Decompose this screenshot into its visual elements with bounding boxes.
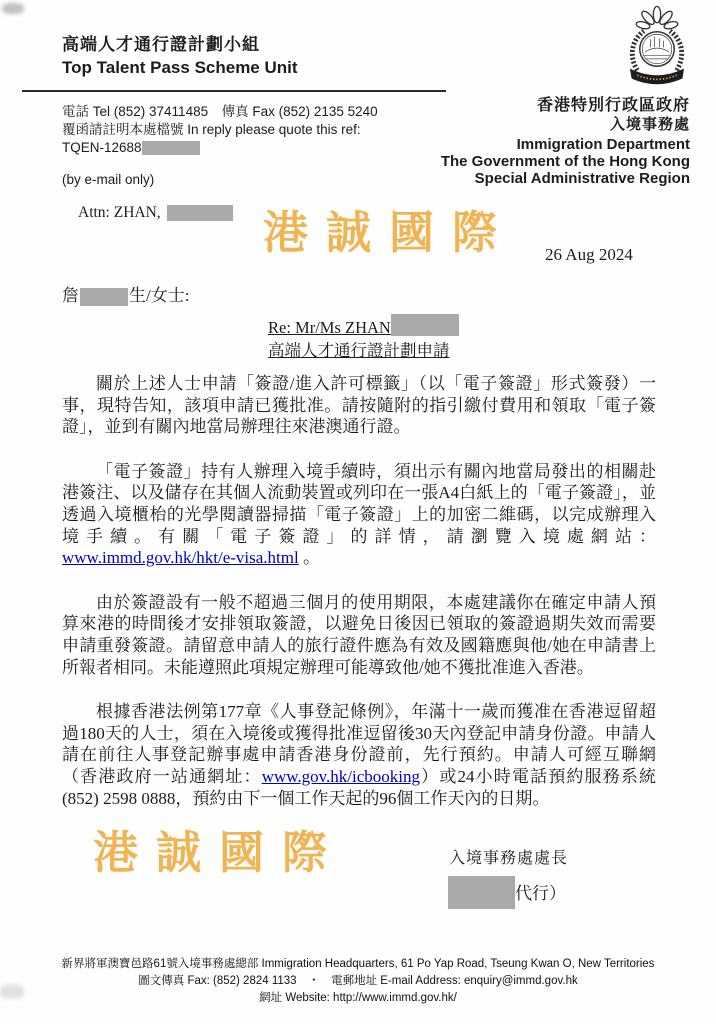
paragraph-4-tail: ）或24小時電話預約服務系統 (852) 2598 0888，預約由下一個工作天起的96個工作天內的日期。 xyxy=(62,766,657,808)
unit-name-zh: 高端人才通行證計劃小組 xyxy=(62,35,260,54)
gov-name-en-line2: Special Administrative Region xyxy=(474,170,690,187)
letter-body xyxy=(62,373,656,832)
redaction-box xyxy=(167,205,233,221)
redaction-box xyxy=(448,876,515,909)
letter-date: 26 Aug 2024 xyxy=(545,245,633,264)
attn-line xyxy=(78,204,233,222)
salutation-line xyxy=(62,281,189,306)
footer-block xyxy=(0,956,716,1007)
footer-address: 新界將軍澳寶邑路61號入境事務處總部 Immigration Headquarters, 61 Po Yap Road, Tseung Kwan O, New Territories xyxy=(61,958,655,970)
evisa-link[interactable]: www.immd.gov.hk/hkt/e-visa.html xyxy=(62,548,299,568)
attn-label: Attn: ZHAN, xyxy=(78,204,161,221)
signature-title: 入境事務處處長 xyxy=(449,850,569,867)
subject-line2: 高端人才通行證計劃申請 xyxy=(268,341,450,361)
footer-fax-email: 圖文傳真 Fax: (852) 2824 1133 ・ 電郵地址 E-mail Address: enquiry@immd.gov.hk xyxy=(138,975,578,987)
paragraph-4-text: 根據香港法例第177章《人事登記條例》，年滿十一歲而獲准在香港逗留超過180天的人士，須在入境後或獲得批准逗留後30天內登記申請身份證。申請人請在前往人事登記辦事處申請香港身份證前，先行預約。申請人可經互聯網（香港政府一站通網址： xyxy=(62,702,656,786)
paragraph-1: 關於上述人士申請「簽證/進入許可標籤」（以「電子簽證」形式簽發）一事，現特告知，該項申請已獲批准。請按隨附的指引繳付費用和領取「電子簽證」，並到有關內地當局辦理往來港澳通行證。 xyxy=(62,374,656,437)
redaction-box xyxy=(391,314,459,336)
redaction-box xyxy=(80,288,128,306)
salutation-suffix: 生/女士: xyxy=(129,286,190,305)
signature-pp-line xyxy=(448,876,566,909)
icbooking-link[interactable]: www.gov.hk/icbooking xyxy=(261,766,421,786)
scan-smudge-top-left xyxy=(2,3,24,14)
footer-website: 網址 Website: http://www.immd.gov.hk/ xyxy=(259,992,457,1004)
redaction-box xyxy=(142,141,200,155)
subject-line1 xyxy=(268,317,459,340)
ref-note: 覆函請註明本處檔號 In reply please quote this ref: xyxy=(62,122,361,137)
header-divider xyxy=(22,90,446,92)
signature-pp-suffix: 代行） xyxy=(515,884,566,903)
salutation-prefix: 詹 xyxy=(62,286,79,305)
subject-block xyxy=(268,317,459,362)
delivery-note: (by e-mail only) xyxy=(62,172,155,187)
contact-block xyxy=(62,103,378,189)
unit-name-en: Top Talent Pass Scheme Unit xyxy=(62,58,298,77)
paragraph-4 xyxy=(62,701,656,809)
gov-name-en-line1: The Government of the Hong Kong xyxy=(440,153,690,170)
ref-number: TQEN-12688 xyxy=(62,140,142,155)
watermark-top: 港誠國際 xyxy=(263,207,516,258)
unit-name-block xyxy=(62,30,298,78)
paragraph-2-text: 「電子簽證」持有人辦理入境手續時，須出示有關內地當局發出的相關赴港簽注、以及儲存在其個人流動裝置或列印在一張A4白紙上的「電子簽證」，並透過入境櫃枱的光學閱讀器掃描「電子簽證」上的加密二維碼，以完成辦理入境手續。有關「電子簽證」的詳情，請瀏覽入境處網站： xyxy=(62,461,656,546)
subject-line1-text: Re: Mr/Ms ZHAN xyxy=(268,318,391,337)
paragraph-3: 由於簽證設有一般不超過三個月的使用期限，本處建議你在確定申請人預算來港的時間後才安排領取簽證，以避免日後因已領取的簽證過期失效而需要申請重發簽證。請留意申請人的旅行證件應為有效及國籍應與他/她在申請書上所報者相同。未能遵照此項規定辦理可能導致他/她不獲批准進入香港。 xyxy=(62,592,656,677)
paragraph-2 xyxy=(62,461,656,569)
immigration-crest-icon xyxy=(616,6,698,92)
tel-fax-line: 電話 Tel (852) 37411485 傳真 Fax (852) 2135 5240 xyxy=(62,104,378,119)
gov-name-zh: 香港特別行政區政府 xyxy=(536,97,690,114)
watermark-bottom: 港誠國際 xyxy=(93,827,346,878)
dept-name-en: Immigration Department xyxy=(516,136,690,153)
government-block xyxy=(441,97,690,187)
dept-name-zh: 入境事務處 xyxy=(609,117,690,133)
ref-number-line xyxy=(62,139,378,157)
paragraph-2-tail: 。 xyxy=(298,548,320,568)
